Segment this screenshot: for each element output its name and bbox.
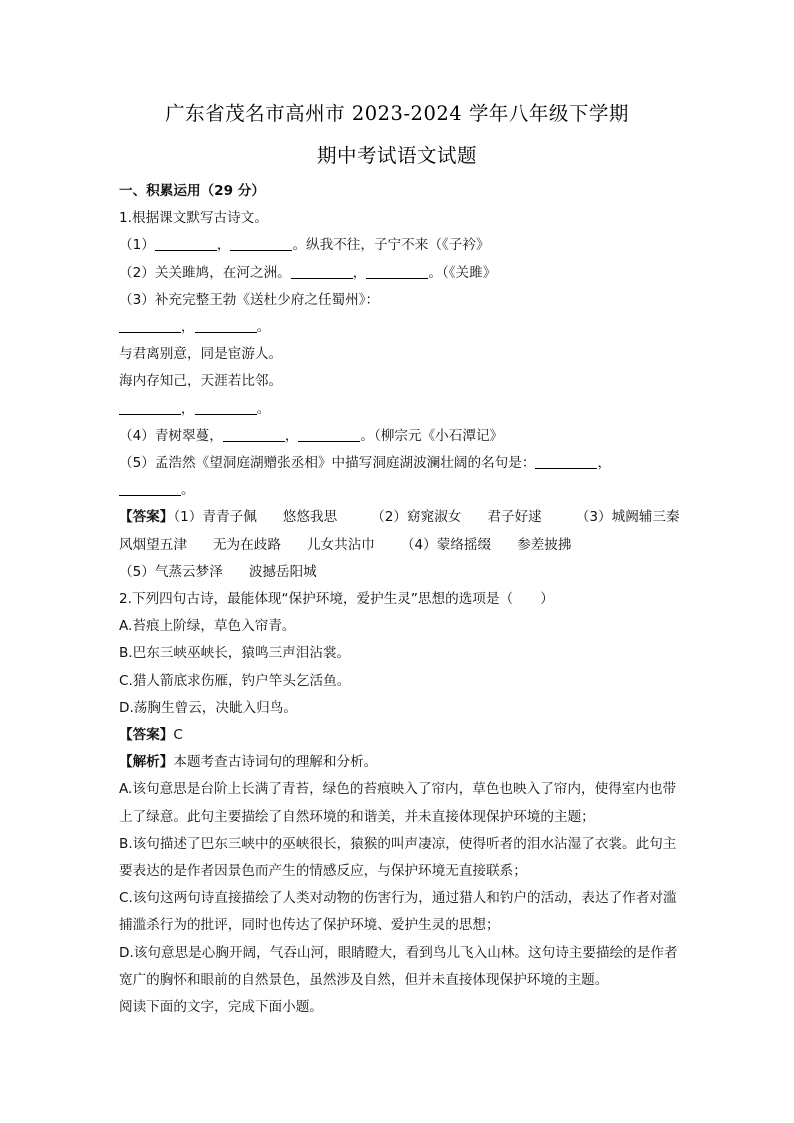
poem-sep: ， bbox=[181, 400, 195, 417]
q1-4-sep: ， bbox=[284, 427, 299, 444]
q1-2-prefix: （2）关关雎鸠，在河之洲。 bbox=[119, 264, 291, 281]
answer-part: 儿女共沾巾 bbox=[306, 536, 375, 553]
q1-2-sep: ， bbox=[352, 264, 367, 281]
answer-blank bbox=[195, 399, 257, 415]
answer-blank bbox=[535, 453, 597, 469]
answer-blank bbox=[119, 399, 181, 415]
document-body bbox=[119, 178, 679, 1021]
answer-part: （2）窈窕淑女 bbox=[371, 509, 462, 526]
analysis-c: C.该句这两句诗直接描绘了人类对动物的伤害行为，通过猎人和钓户的活动，表达了作者对滥捕滥杀行为的批评，同时也传达了保护环境、爱护生灵的思想； bbox=[119, 890, 677, 934]
q1-4-prefix: （4）青树翠蔓， bbox=[119, 427, 223, 444]
question-1-3-stem: （3）补充完整王勃《送杜少府之任蜀州》： bbox=[119, 291, 380, 308]
question-1-4 bbox=[119, 423, 679, 450]
answer-blank bbox=[366, 263, 428, 279]
poem-line-2: 与君离别意，同是宦游人。 bbox=[119, 346, 283, 363]
answer-part: 参差披拂 bbox=[517, 536, 572, 553]
analysis-intro bbox=[119, 749, 679, 776]
poem-sep: ， bbox=[181, 319, 195, 336]
answer-blank bbox=[119, 480, 181, 496]
title-line-1: 广东省茂名市高州市 2023-2024 学年八年级下学期 bbox=[165, 102, 629, 125]
q1-5-text: （5）孟浩然《望洞庭湖赠张丞相》中描写洞庭湖波澜壮阔的名句是： bbox=[119, 455, 536, 472]
q1-1-sep: ， bbox=[216, 237, 231, 254]
q1-5-end: 。 bbox=[181, 482, 195, 499]
answer-label: 【答案】 bbox=[119, 509, 174, 526]
answer-blank bbox=[298, 426, 360, 442]
q1-4-suffix: 。（柳宗元《小石潭记》 bbox=[360, 427, 504, 444]
option-d: D.荡胸生曾云，决眦入归鸟。 bbox=[119, 699, 297, 716]
answer-blank bbox=[230, 235, 292, 251]
title-line-2: 期中考试语文试题 bbox=[316, 144, 477, 167]
answer-blank bbox=[195, 317, 257, 333]
answer-value: C bbox=[173, 727, 183, 744]
answer-part: 无为在歧路 bbox=[212, 536, 281, 553]
question-1-stem: 1.根据课文默写古诗文。 bbox=[119, 210, 268, 227]
analysis-label: 【解析】 bbox=[119, 754, 174, 771]
q1-5-sep: ， bbox=[597, 455, 612, 472]
answer-blank bbox=[223, 426, 285, 442]
answer-blank bbox=[119, 317, 181, 333]
answer-2 bbox=[119, 722, 679, 749]
answer-part: 悠悠我思 bbox=[282, 509, 338, 526]
q1-1-prefix: （1） bbox=[119, 237, 155, 254]
closing-instruction: 阅读下面的文字，完成下面小题。 bbox=[119, 999, 323, 1016]
poem-end: 。 bbox=[256, 319, 271, 336]
answer-blank bbox=[291, 263, 353, 279]
option-c: C.猎人箭底求伤雁，钓户竿头乞活鱼。 bbox=[119, 672, 351, 689]
poem-end: 。 bbox=[256, 400, 271, 417]
section-heading: 一、积累运用（29 分） bbox=[119, 183, 265, 199]
answer-1-line-3 bbox=[119, 559, 679, 586]
analysis-b: B.该句描述了巴东三峡中的巫峡很长，猿猴的叫声凄凉，使得听者的泪水沾湿了衣裳。此句主要表达的是作者因景色而产生的情感反应，与保护环境无直接联系； bbox=[119, 835, 677, 880]
question-1-2 bbox=[119, 260, 679, 287]
question-2-stem: 2.下列四句古诗，最能体现“保护环境，爱护生灵”思想的选项是（ ） bbox=[119, 591, 554, 608]
answer-part: 波撼岳阳城 bbox=[248, 563, 317, 580]
answer-part: （1）青青子佩 bbox=[173, 509, 257, 526]
answer-1-line-1 bbox=[119, 504, 679, 531]
analysis-a: A.该句意思是台阶上长满了青苔，绿色的苔痕映入了帘内，草色也映入了帘内，使得室内也带上了绿意。此句主要描绘了自然环境的和谐美，并未直接体现保护环境的主题； bbox=[119, 781, 677, 825]
q1-1-suffix: 。纵我不往，子宁不来（《子衿》 bbox=[292, 237, 490, 254]
option-a: A.苔痕上阶绿，草色入帘青。 bbox=[119, 618, 296, 635]
answer-blank bbox=[155, 235, 217, 251]
answer-part: 风烟望五津 bbox=[119, 536, 187, 553]
analysis-d: D.该句意思是心胸开阔，气吞山河，眼睛瞪大，看到鸟儿飞入山林。这句诗主要描绘的是作者宽广的胸怀和眼前的自然景色，虽然涉及自然，但并未直接体现保护环境的主题。 bbox=[119, 944, 678, 988]
answer-1-line-2 bbox=[119, 532, 679, 559]
question-1-5-cont bbox=[119, 477, 679, 504]
answer-part: （5）气蒸云梦泽 bbox=[119, 563, 223, 580]
question-1-5 bbox=[119, 450, 679, 477]
question-1-1 bbox=[119, 232, 679, 259]
poem-line-3: 海内存知己，天涯若比邻。 bbox=[119, 373, 283, 390]
answer-label: 【答案】 bbox=[119, 727, 174, 744]
analysis-intro-text: 本题考查古诗词句的理解和分析。 bbox=[173, 754, 378, 771]
option-b: B.巴东三峡巫峡长，猿鸣三声泪沾裳。 bbox=[119, 645, 351, 662]
poem-line-1 bbox=[119, 314, 679, 341]
q1-2-suffix: 。（《关雎》 bbox=[428, 264, 497, 281]
poem-line-4 bbox=[119, 396, 679, 423]
answer-part: （3）城阙辅三秦 bbox=[575, 509, 680, 526]
answer-part: （4）蒙络摇缀 bbox=[400, 536, 492, 553]
answer-part: 君子好逑 bbox=[487, 509, 542, 526]
